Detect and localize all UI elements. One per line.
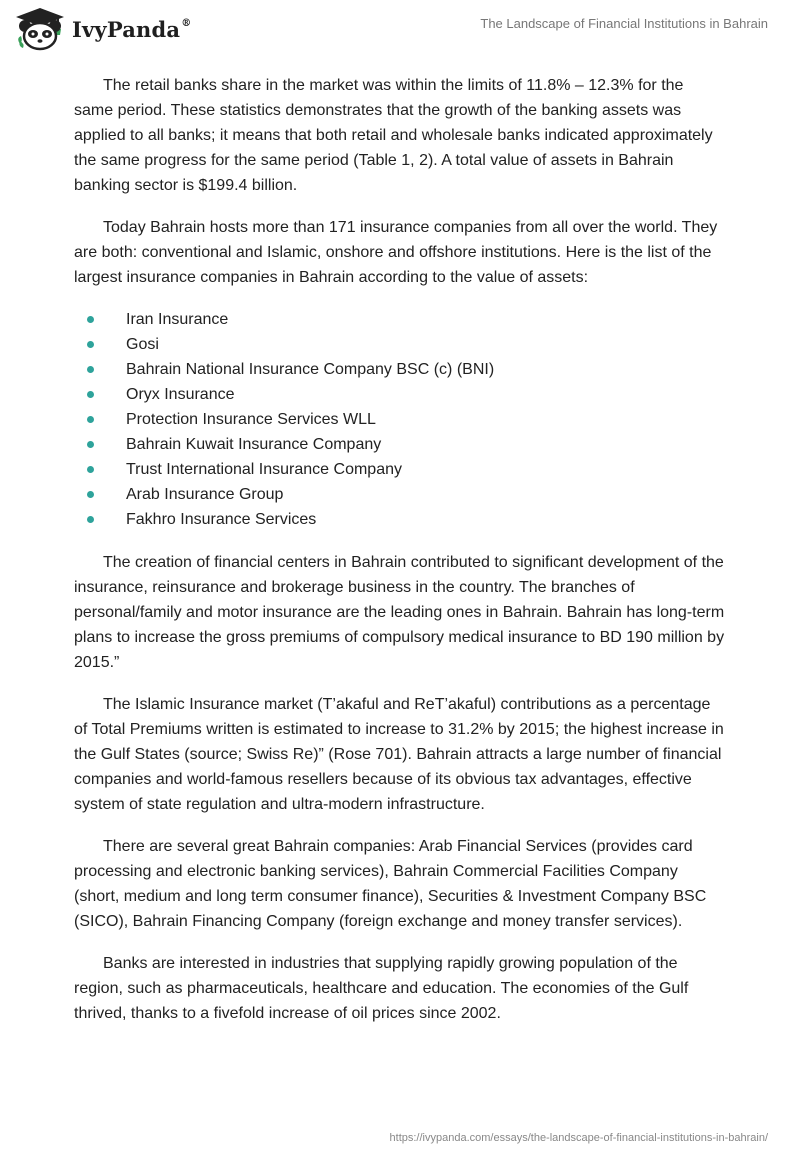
list-item: Fakhro Insurance Services [74, 507, 726, 532]
paragraph: Today Bahrain hosts more than 171 insurance companies from all over the world. They are both: conventional and Islamic, onshore and offshore institutions. Here is the list of the largest insurance companies in Bahrain according to the value of assets: [74, 219, 718, 286]
bullet-dot-icon [87, 466, 94, 473]
bullet-dot-icon [87, 316, 94, 323]
bullet-dot-icon [87, 516, 94, 523]
bullet-dot-icon [87, 341, 94, 348]
logo-wordmark: IvyPanda® [72, 16, 192, 42]
bullet-dot-icon [87, 366, 94, 373]
page-header [0, 0, 800, 60]
essay-body [74, 73, 726, 1043]
panda-graduation-cap-icon [14, 6, 66, 52]
ivypanda-logo[interactable] [14, 6, 191, 52]
bullet-dot-icon [87, 491, 94, 498]
paragraph: There are several great Bahrain companies: Arab Financial Services (provides card processing and electronic banking services), Bahrain Commercial Facilities Company (short, medium and long term consumer finance), Securities & Investment Company BSC (SICO), Bahrain Financing Company (foreign exchange and money transfer services). [74, 838, 707, 930]
list-item: Protection Insurance Services WLL [74, 407, 726, 432]
list-item: Iran Insurance [74, 307, 726, 332]
bullet-dot-icon [87, 416, 94, 423]
paragraph: The creation of financial centers in Bahrain contributed to significant development of the insurance, reinsurance and brokerage business in the country. The branches of personal/family and motor insurance are the leading ones in Bahrain. Bahrain has long-term plans to increase the gross premiums of compulsory medical insurance to BD 190 million by 2015.” [74, 554, 725, 671]
list-item: Bahrain National Insurance Company BSC (c) (BNI) [74, 357, 726, 382]
list-item: Bahrain Kuwait Insurance Company [74, 432, 726, 457]
list-item: Oryx Insurance [74, 382, 726, 407]
paragraph: The retail banks share in the market was within the limits of 11.8% – 12.3% for the same period. These statistics demonstrates that the growth of the banking assets was applied to all banks; it means that both retail and wholesale banks indicated approximately the same progress for the same period (Table 1, 2). A total value of assets in Bahrain banking sector is $199.4 billion. [74, 77, 713, 194]
bullet-dot-icon [87, 391, 94, 398]
list-item: Arab Insurance Group [74, 482, 726, 507]
source-url[interactable]: https://ivypanda.com/essays/the-landscape-of-financial-institutions-in-bahrain/ [389, 1132, 768, 1144]
bullet-dot-icon [87, 441, 94, 448]
list-item: Gosi [74, 332, 726, 357]
document-title: The Landscape of Financial Institutions in Bahrain [480, 16, 768, 31]
paragraph: The Islamic Insurance market (T’akaful and ReT’akaful) contributions as a percentage of Total Premiums written is estimated to increase to 31.2% by 2015; the highest increase in the Gulf States (source; Swiss Re)” (Rose 701). Bahrain attracts a large number of financial companies and world-famous resellers because of its obvious tax advantages, effective system of state regulation and ultra-modern infrastructure. [74, 696, 724, 813]
list-item: Trust International Insurance Company [74, 457, 726, 482]
insurance-companies-list [74, 307, 726, 532]
paragraph: Banks are interested in industries that supplying rapidly growing population of the region, such as pharmaceuticals, healthcare and education. The economies of the Gulf thrived, thanks to a fivefold increase of oil prices since 2002. [74, 955, 689, 1022]
